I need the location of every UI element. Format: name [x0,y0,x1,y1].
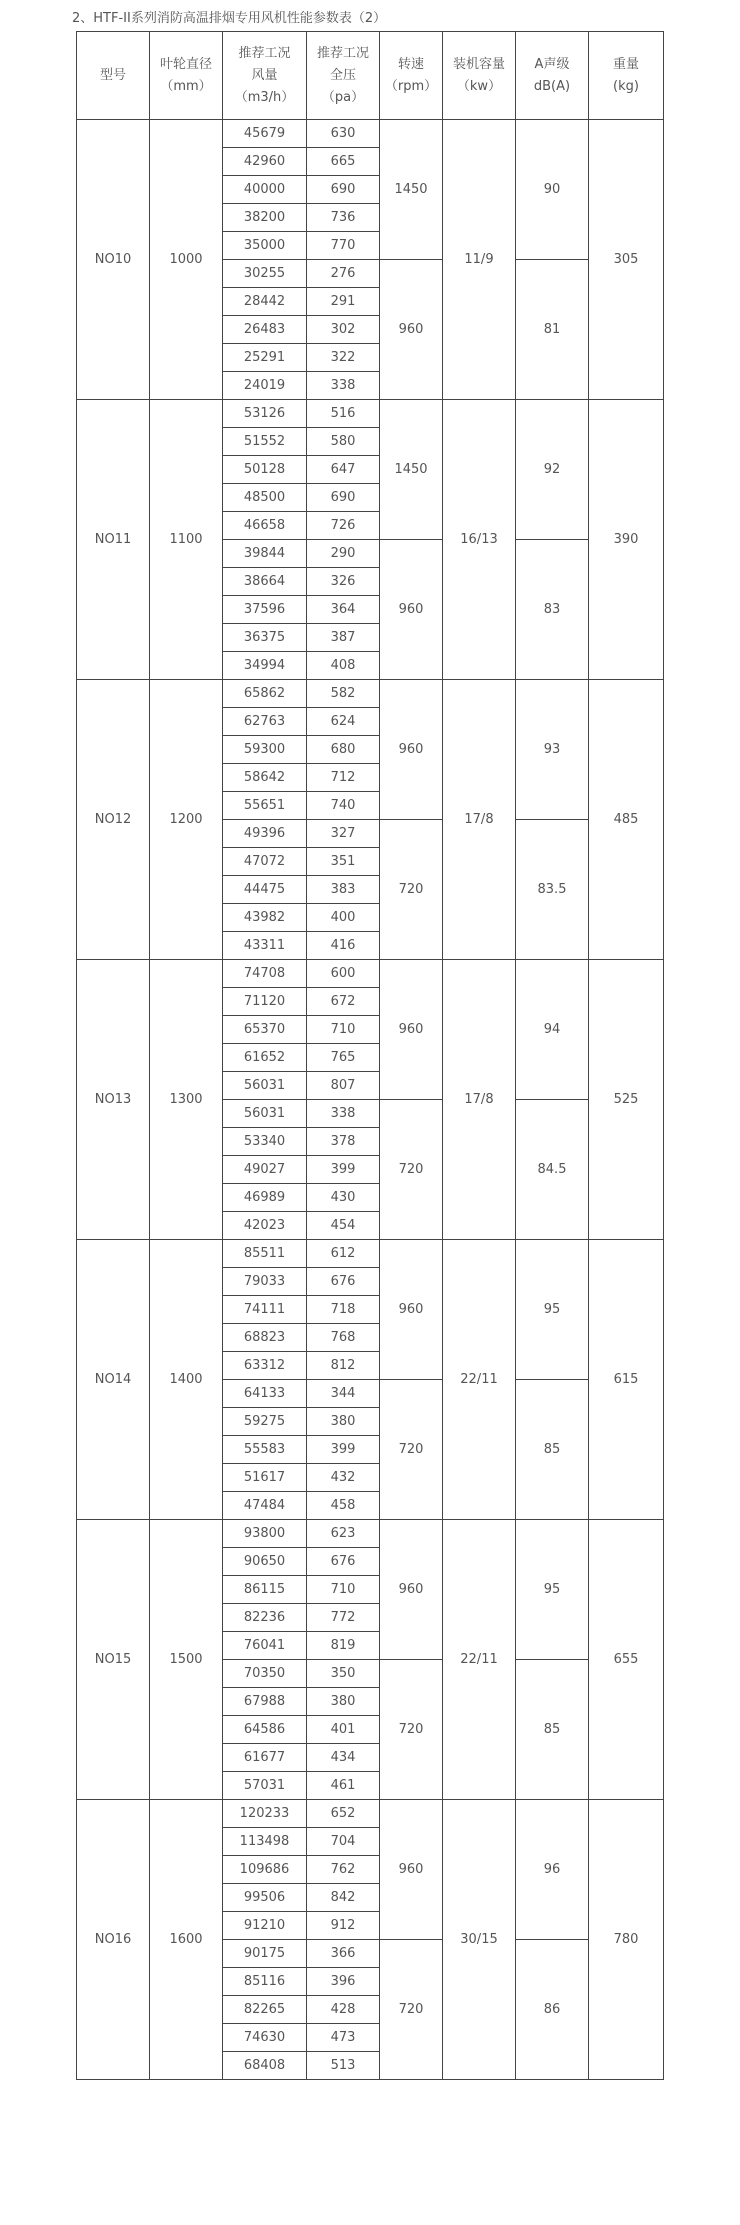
noise-level-cell: 94 [516,960,589,1100]
impeller-diameter-cell: 1300 [150,960,223,1240]
airflow-cell: 74111 [223,1296,307,1324]
airflow-cell: 39844 [223,540,307,568]
pressure-cell: 432 [307,1464,380,1492]
airflow-cell: 59275 [223,1408,307,1436]
pressure-cell: 740 [307,792,380,820]
airflow-cell: 47072 [223,848,307,876]
noise-level-cell: 85 [516,1380,589,1520]
pressure-cell: 326 [307,568,380,596]
noise-level-cell: 83 [516,540,589,680]
airflow-cell: 65862 [223,680,307,708]
speed-cell: 720 [380,820,443,960]
airflow-cell: 68823 [223,1324,307,1352]
table-body [77,120,664,2080]
airflow-cell: 62763 [223,708,307,736]
installed-power-cell: 11/9 [443,120,516,400]
weight-cell: 305 [589,120,664,400]
table-row [77,1800,664,1828]
pressure-cell: 912 [307,1912,380,1940]
weight-cell: 655 [589,1520,664,1800]
airflow-cell: 109686 [223,1856,307,1884]
impeller-diameter-cell: 1600 [150,1800,223,2080]
airflow-cell: 24019 [223,372,307,400]
fan-performance-table [76,31,664,2080]
model-cell: NO15 [77,1520,150,1800]
noise-level-cell: 95 [516,1240,589,1380]
airflow-cell: 57031 [223,1772,307,1800]
airflow-cell: 26483 [223,316,307,344]
airflow-cell: 43311 [223,932,307,960]
pressure-cell: 322 [307,344,380,372]
airflow-cell: 42023 [223,1212,307,1240]
airflow-cell: 53126 [223,400,307,428]
airflow-cell: 36375 [223,624,307,652]
table-row [77,400,664,428]
pressure-cell: 624 [307,708,380,736]
pressure-cell: 630 [307,120,380,148]
table-row [77,960,664,988]
pressure-cell: 430 [307,1184,380,1212]
pressure-cell: 672 [307,988,380,1016]
pressure-cell: 344 [307,1380,380,1408]
airflow-cell: 70350 [223,1660,307,1688]
installed-power-cell: 17/8 [443,960,516,1240]
impeller-diameter-cell: 1400 [150,1240,223,1520]
pressure-cell: 276 [307,260,380,288]
pressure-cell: 338 [307,372,380,400]
noise-level-cell: 95 [516,1520,589,1660]
header-speed: 转速 （rpm） [380,32,443,120]
noise-level-cell: 85 [516,1660,589,1800]
weight-cell: 615 [589,1240,664,1520]
airflow-cell: 49396 [223,820,307,848]
airflow-cell: 28442 [223,288,307,316]
table-caption: 2、HTF-II系列消防高温排烟专用风机性能参数表（2） [72,11,387,26]
airflow-cell: 55651 [223,792,307,820]
pressure-cell: 513 [307,2052,380,2080]
pressure-cell: 710 [307,1016,380,1044]
airflow-cell: 46658 [223,512,307,540]
pressure-cell: 768 [307,1324,380,1352]
pressure-cell: 461 [307,1772,380,1800]
pressure-cell: 416 [307,932,380,960]
airflow-cell: 51617 [223,1464,307,1492]
airflow-cell: 74708 [223,960,307,988]
header-model: 型号 [77,32,150,120]
pressure-cell: 401 [307,1716,380,1744]
speed-cell: 1450 [380,120,443,260]
pressure-cell: 387 [307,624,380,652]
airflow-cell: 63312 [223,1352,307,1380]
weight-cell: 525 [589,960,664,1240]
speed-cell: 1450 [380,400,443,540]
airflow-cell: 65370 [223,1016,307,1044]
airflow-cell: 71120 [223,988,307,1016]
header-total-pressure: 推荐工况 全压 （pa） [307,32,380,120]
header-weight: 重量 (kg) [589,32,664,120]
weight-cell: 390 [589,400,664,680]
airflow-cell: 42960 [223,148,307,176]
pressure-cell: 291 [307,288,380,316]
table-row [77,680,664,708]
airflow-cell: 55583 [223,1436,307,1464]
airflow-cell: 74630 [223,2024,307,2052]
noise-level-cell: 93 [516,680,589,820]
table-row [77,1520,664,1548]
table-row [77,120,664,148]
pressure-cell: 516 [307,400,380,428]
pressure-cell: 399 [307,1156,380,1184]
airflow-cell: 120233 [223,1800,307,1828]
pressure-cell: 612 [307,1240,380,1268]
airflow-cell: 45679 [223,120,307,148]
airflow-cell: 79033 [223,1268,307,1296]
pressure-cell: 378 [307,1128,380,1156]
pressure-cell: 676 [307,1548,380,1576]
airflow-cell: 64586 [223,1716,307,1744]
installed-power-cell: 22/11 [443,1520,516,1800]
installed-power-cell: 30/15 [443,1800,516,2080]
pressure-cell: 290 [307,540,380,568]
pressure-cell: 366 [307,1940,380,1968]
airflow-cell: 58642 [223,764,307,792]
airflow-cell: 90650 [223,1548,307,1576]
speed-cell: 720 [380,1380,443,1520]
pressure-cell: 434 [307,1744,380,1772]
airflow-cell: 86115 [223,1576,307,1604]
weight-cell: 780 [589,1800,664,2080]
airflow-cell: 61677 [223,1744,307,1772]
pressure-cell: 380 [307,1408,380,1436]
impeller-diameter-cell: 1500 [150,1520,223,1800]
pressure-cell: 380 [307,1688,380,1716]
airflow-cell: 93800 [223,1520,307,1548]
pressure-cell: 327 [307,820,380,848]
airflow-cell: 67988 [223,1688,307,1716]
pressure-cell: 665 [307,148,380,176]
airflow-cell: 113498 [223,1828,307,1856]
model-cell: NO14 [77,1240,150,1520]
pressure-cell: 704 [307,1828,380,1856]
pressure-cell: 842 [307,1884,380,1912]
speed-cell: 720 [380,1940,443,2080]
speed-cell: 960 [380,1520,443,1660]
pressure-cell: 770 [307,232,380,260]
airflow-cell: 43982 [223,904,307,932]
airflow-cell: 37596 [223,596,307,624]
airflow-cell: 68408 [223,2052,307,2080]
pressure-cell: 400 [307,904,380,932]
model-cell: NO11 [77,400,150,680]
airflow-cell: 53340 [223,1128,307,1156]
airflow-cell: 35000 [223,232,307,260]
installed-power-cell: 17/8 [443,680,516,960]
header-row [77,32,664,120]
airflow-cell: 82236 [223,1604,307,1632]
airflow-cell: 47484 [223,1492,307,1520]
noise-level-cell: 84.5 [516,1100,589,1240]
header-airflow: 推荐工况 风量 （m3/h） [223,32,307,120]
pressure-cell: 710 [307,1576,380,1604]
pressure-cell: 652 [307,1800,380,1828]
pressure-cell: 647 [307,456,380,484]
pressure-cell: 680 [307,736,380,764]
header-noise-level: A声级 dB(A) [516,32,589,120]
airflow-cell: 59300 [223,736,307,764]
pressure-cell: 736 [307,204,380,232]
airflow-cell: 85116 [223,1968,307,1996]
airflow-cell: 56031 [223,1072,307,1100]
speed-cell: 960 [380,1240,443,1380]
pressure-cell: 396 [307,1968,380,1996]
pressure-cell: 350 [307,1660,380,1688]
header-installed-power: 装机容量 （kw） [443,32,516,120]
airflow-cell: 85511 [223,1240,307,1268]
airflow-cell: 50128 [223,456,307,484]
pressure-cell: 807 [307,1072,380,1100]
pressure-cell: 351 [307,848,380,876]
noise-level-cell: 81 [516,260,589,400]
airflow-cell: 76041 [223,1632,307,1660]
airflow-cell: 49027 [223,1156,307,1184]
installed-power-cell: 16/13 [443,400,516,680]
pressure-cell: 600 [307,960,380,988]
pressure-cell: 819 [307,1632,380,1660]
pressure-cell: 302 [307,316,380,344]
noise-level-cell: 83.5 [516,820,589,960]
noise-level-cell: 90 [516,120,589,260]
pressure-cell: 399 [307,1436,380,1464]
header-impeller-diameter: 叶轮直径 （mm） [150,32,223,120]
airflow-cell: 44475 [223,876,307,904]
pressure-cell: 812 [307,1352,380,1380]
impeller-diameter-cell: 1200 [150,680,223,960]
pressure-cell: 765 [307,1044,380,1072]
noise-level-cell: 96 [516,1800,589,1940]
pressure-cell: 383 [307,876,380,904]
pressure-cell: 473 [307,2024,380,2052]
speed-cell: 960 [380,680,443,820]
impeller-diameter-cell: 1100 [150,400,223,680]
airflow-cell: 99506 [223,1884,307,1912]
pressure-cell: 726 [307,512,380,540]
airflow-cell: 40000 [223,176,307,204]
model-cell: NO10 [77,120,150,400]
model-cell: NO16 [77,1800,150,2080]
airflow-cell: 64133 [223,1380,307,1408]
installed-power-cell: 22/11 [443,1240,516,1520]
speed-cell: 720 [380,1100,443,1240]
speed-cell: 960 [380,260,443,400]
pressure-cell: 623 [307,1520,380,1548]
pressure-cell: 712 [307,764,380,792]
model-cell: NO13 [77,960,150,1240]
noise-level-cell: 86 [516,1940,589,2080]
pressure-cell: 718 [307,1296,380,1324]
speed-cell: 960 [380,960,443,1100]
airflow-cell: 30255 [223,260,307,288]
pressure-cell: 690 [307,176,380,204]
pressure-cell: 582 [307,680,380,708]
airflow-cell: 51552 [223,428,307,456]
pressure-cell: 762 [307,1856,380,1884]
model-cell: NO12 [77,680,150,960]
speed-cell: 960 [380,1800,443,1940]
pressure-cell: 408 [307,652,380,680]
pressure-cell: 690 [307,484,380,512]
pressure-cell: 364 [307,596,380,624]
weight-cell: 485 [589,680,664,960]
airflow-cell: 48500 [223,484,307,512]
pressure-cell: 676 [307,1268,380,1296]
airflow-cell: 90175 [223,1940,307,1968]
impeller-diameter-cell: 1000 [150,120,223,400]
pressure-cell: 580 [307,428,380,456]
speed-cell: 960 [380,540,443,680]
airflow-cell: 38664 [223,568,307,596]
pressure-cell: 772 [307,1604,380,1632]
airflow-cell: 61652 [223,1044,307,1072]
table-row [77,1240,664,1268]
speed-cell: 720 [380,1660,443,1800]
airflow-cell: 82265 [223,1996,307,2024]
airflow-cell: 25291 [223,344,307,372]
airflow-cell: 91210 [223,1912,307,1940]
noise-level-cell: 92 [516,400,589,540]
airflow-cell: 56031 [223,1100,307,1128]
pressure-cell: 338 [307,1100,380,1128]
pressure-cell: 454 [307,1212,380,1240]
airflow-cell: 34994 [223,652,307,680]
airflow-cell: 46989 [223,1184,307,1212]
pressure-cell: 428 [307,1996,380,2024]
pressure-cell: 458 [307,1492,380,1520]
airflow-cell: 38200 [223,204,307,232]
